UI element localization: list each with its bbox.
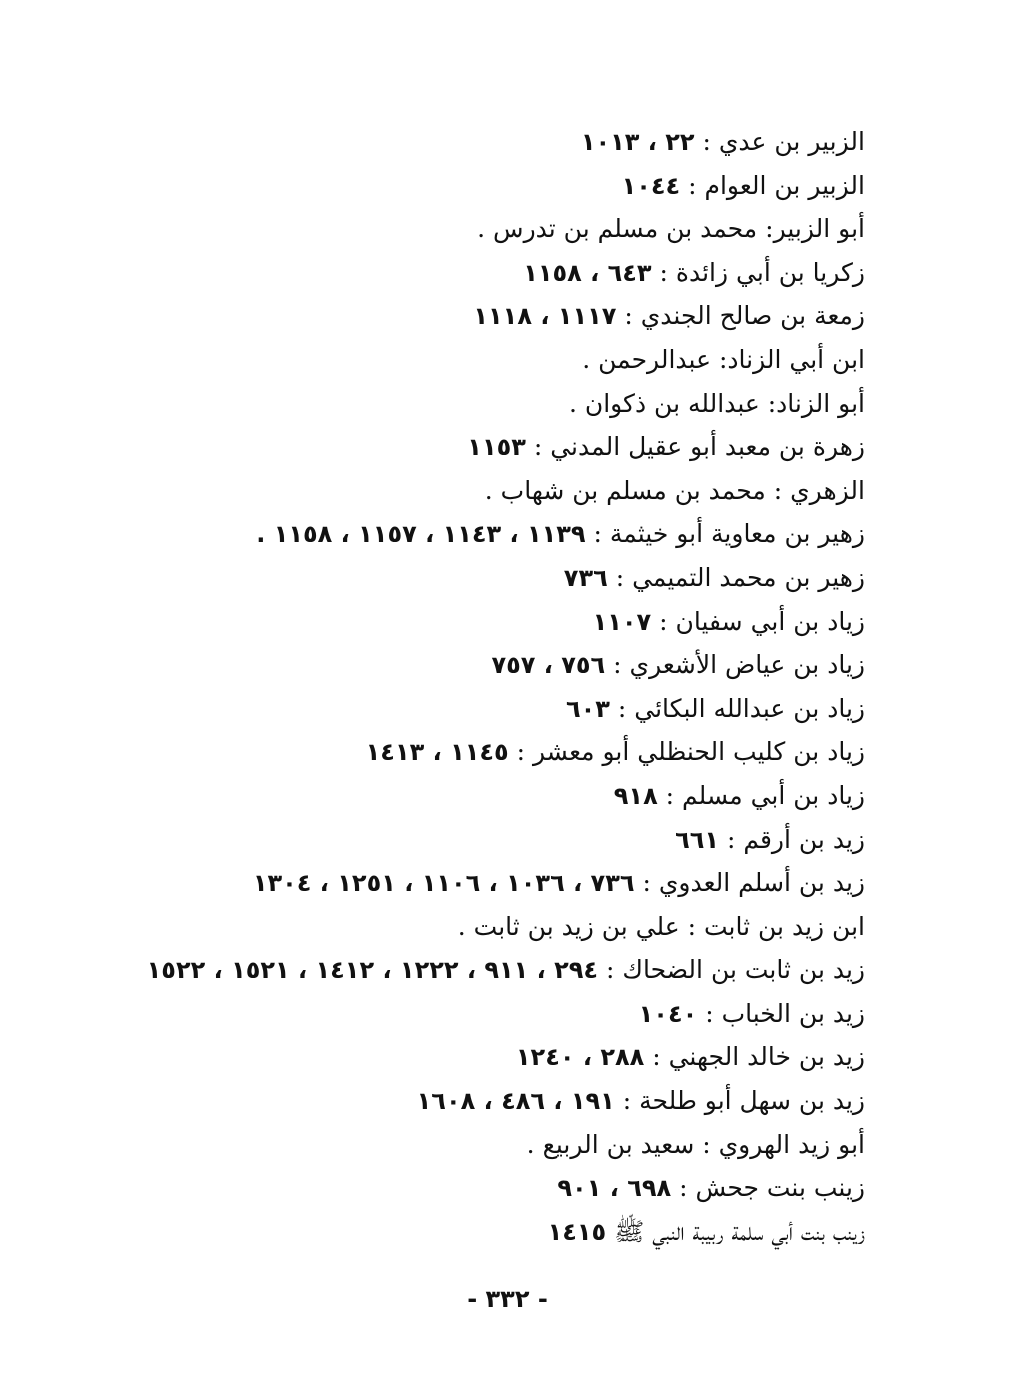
index-entry <box>145 905 865 949</box>
entry-references: ١١٣٩ ، ١١٤٣ ، ١١٥٧ ، ١١٥٨ . <box>256 520 586 549</box>
index-entry <box>145 1035 865 1079</box>
index-entry <box>145 1123 865 1167</box>
entry-references: ٩١٨ <box>613 781 658 810</box>
entry-name: زياد بن كليب الحنظلي أبو معشر : <box>508 737 865 767</box>
index-entry <box>145 818 865 862</box>
index-entry <box>145 643 865 687</box>
entry-name: زيد بن أسلم العدوي : <box>634 868 865 898</box>
index-entry <box>145 687 865 731</box>
entry-name: زيد بن ثابت بن الضحاك : <box>598 955 865 985</box>
entry-name: أبو الزبير: محمد بن مسلم بن تدرس . <box>477 214 865 244</box>
entry-references: ١١٥٣ <box>467 433 526 462</box>
index-entry <box>145 861 865 905</box>
index-entry <box>145 730 865 774</box>
entry-name: زهير بن محمد التميمي : <box>607 562 865 592</box>
index-entry <box>145 425 865 469</box>
entry-name: الزبير بن العوام : <box>680 170 865 200</box>
entry-references: ٧٣٦ ، ١٠٣٦ ، ١١٠٦ ، ١٢٥١ ، ١٣٠٤ <box>252 869 635 898</box>
entry-name: الزهري : محمد بن مسلم بن شهاب . <box>484 475 865 505</box>
entry-references: ٢٨٨ ، ١٢٤٠ <box>515 1043 645 1072</box>
index-entry <box>145 774 865 818</box>
entry-references: ٧٣٦ <box>563 563 608 592</box>
entry-references: ١٠٤٠ <box>638 999 698 1028</box>
index-entry <box>145 251 865 295</box>
entry-name: زياد بن أبي مسلم : <box>657 780 865 810</box>
entry-references: ١١٠٧ <box>592 607 652 636</box>
entry-name: زياد بن عبدالله البكائي : <box>609 693 865 723</box>
entry-name: ابن زيد بن ثابت : علي بن زيد بن ثابت . <box>457 911 865 941</box>
index-entry <box>145 600 865 644</box>
entry-name: ابن أبي الزناد: عبدالرحمن . <box>582 344 865 374</box>
index-entry <box>145 294 865 338</box>
entry-references: ١١١٧ ، ١١١٨ <box>473 302 617 331</box>
index-entry <box>145 1079 865 1123</box>
entry-references: ١١٤٥ ، ١٤١٣ <box>365 738 509 767</box>
index-entry <box>145 469 865 513</box>
index-entry <box>145 512 865 556</box>
index-entry <box>145 207 865 251</box>
entry-name: زينب بنت جحش : <box>671 1173 865 1203</box>
index-entry <box>145 338 865 382</box>
index-entry <box>145 1166 865 1210</box>
entry-references: ٢٩٤ ، ٩١١ ، ١٢٢٢ ، ١٤١٢ ، ١٥٢١ ، ١٥٢٢ <box>146 956 599 985</box>
index-entry <box>145 1210 865 1254</box>
entry-name: زمعة بن صالح الجندي : <box>616 301 865 331</box>
entry-references: ١٤١٥ <box>547 1217 607 1246</box>
entry-name: زهرة بن معبد أبو عقيل المدني : <box>525 432 865 462</box>
entry-references: ٦٤٣ ، ١١٥٨ <box>523 258 652 287</box>
entry-references: ٢٢ ، ١٠١٣ <box>580 128 695 156</box>
entry-references: ٦٠٣ <box>565 694 610 723</box>
entry-references: ١٩١ ، ٤٨٦ ، ١٦٠٨ <box>416 1087 615 1116</box>
entry-references: ٧٥٦ ، ٧٥٧ <box>491 651 606 680</box>
entry-name: زينب بنت أبي سلمة ربيبة النبي ﷺ <box>606 1216 865 1246</box>
entry-name: الزبير بن عدي : <box>694 127 865 156</box>
entry-name: زيد بن سهل أبو طلحة : <box>614 1086 865 1116</box>
entry-name: زياد بن أبي سفيان : <box>651 606 865 636</box>
entry-name: زهير بن معاوية أبو خيثمة : <box>585 519 865 549</box>
entry-name: زكريا بن أبي زائدة : <box>651 257 865 287</box>
name-index-list <box>145 120 865 1253</box>
entry-name: زيد بن الخباب : <box>697 998 865 1028</box>
index-entry <box>145 948 865 992</box>
index-entry <box>145 382 865 426</box>
index-entry <box>145 556 865 600</box>
page-number: - ٣٣٢ - <box>467 1285 548 1313</box>
index-entry <box>145 992 865 1036</box>
entry-name: زيد بن أرقم : <box>719 824 865 854</box>
entry-references: ٦٦١ <box>675 825 720 854</box>
entry-name: زياد بن عياض الأشعري : <box>605 650 865 680</box>
entry-references: ١٠٤٤ <box>621 171 681 200</box>
index-entry <box>145 164 865 208</box>
entry-name: زيد بن خالد الجهني : <box>644 1042 865 1072</box>
entry-name: أبو الزناد: عبدالله بن ذكوان . <box>568 388 865 418</box>
entry-name: أبو زيد الهروي : سعيد بن الربيع . <box>526 1129 865 1159</box>
index-entry <box>145 120 865 164</box>
entry-references: ٦٩٨ ، ٩٠١ <box>557 1174 672 1203</box>
